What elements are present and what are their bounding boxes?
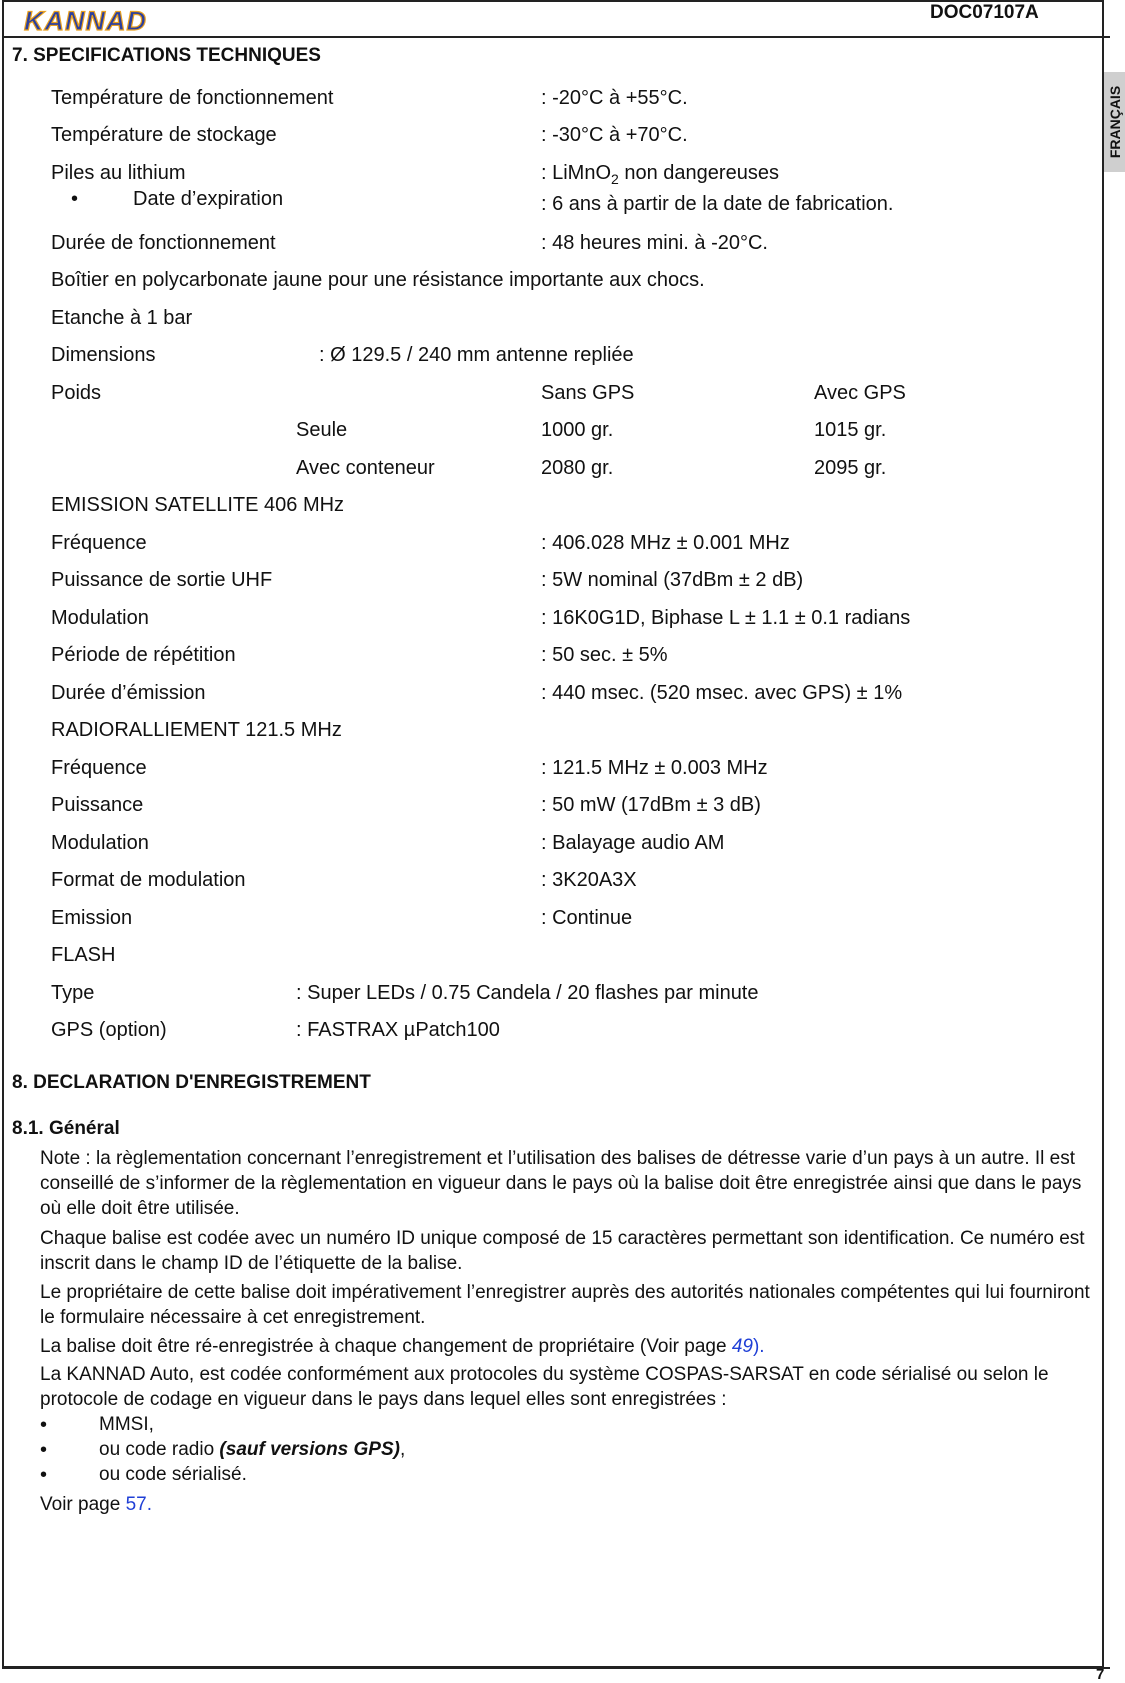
weight-row-name: Seule [296, 419, 348, 441]
language-tab[interactable] [1104, 72, 1125, 172]
spec-value: : 50 mW (17dBm ± 3 dB) [541, 794, 761, 816]
spec-label: Piles au lithium [51, 162, 186, 184]
spec-label: Emission [51, 907, 133, 929]
spec-value: : Continue [541, 907, 633, 929]
spec-value-battery [541, 162, 779, 187]
see-page-text: Voir page [40, 1494, 126, 1515]
spec-label: Température de stockage [51, 124, 277, 146]
spec-label: Durée d’émission [51, 682, 206, 704]
spec-label: Durée de fonctionnement [51, 232, 276, 254]
footer-rule [2, 1667, 1110, 1669]
battery-chem: : LiMnO [541, 162, 612, 184]
spec-label: Température de fonctionnement [51, 87, 334, 109]
spec-value: : 50 sec. ± 5% [541, 644, 668, 666]
bullet: • [40, 1464, 48, 1486]
weight-label: Poids [51, 382, 102, 404]
page-49-link[interactable]: 49 [731, 1336, 753, 1357]
spec-label: Dimensions [51, 344, 156, 366]
weight-row-name: Avec conteneur [296, 457, 435, 479]
paragraph-reregister [40, 1334, 1100, 1359]
spec-label: Fréquence [51, 757, 147, 779]
spec-value: : 3K20A3X [541, 869, 637, 891]
section-8-1-title: 8.1. Général [12, 1118, 120, 1139]
bullet: • [71, 188, 79, 210]
language-tab-label: FRANÇAIS [1106, 85, 1123, 159]
see-page-line [40, 1494, 152, 1516]
bullet: • [40, 1439, 48, 1461]
reregister-end: ). [752, 1336, 765, 1357]
spec-label: GPS (option) [51, 1019, 167, 1041]
page-number: 7 [1096, 1666, 1105, 1683]
see-page-end: . [146, 1494, 152, 1515]
spec-value: : 5W nominal (37dBm ± 2 dB) [541, 569, 804, 591]
weight-cell: 2080 gr. [541, 457, 614, 479]
spec-label: Format de modulation [51, 869, 246, 891]
spec-label: Fréquence [51, 532, 147, 554]
reregister-text: La balise doit être ré-enregistrée à chaque changement de propriétaire (Voir page [40, 1336, 732, 1357]
spec-value: : 16K0G1D, Biphase L ± 1.1 ± 0.1 radians [541, 607, 911, 629]
list-item-text: ou code radio [99, 1439, 220, 1460]
spec-value: : Balayage audio AM [541, 832, 725, 854]
list-item [99, 1439, 405, 1461]
subsection-heading: FLASH [51, 944, 116, 966]
header-rule [2, 36, 1110, 38]
spec-label: Modulation [51, 607, 149, 629]
document-reference: DOC07107A [930, 2, 1039, 23]
page-57-link[interactable]: 57 [125, 1494, 147, 1515]
battery-chem-sub: 2 [611, 171, 619, 187]
spec-value: : Super LEDs / 0.75 Candela / 20 flashes par minute [296, 982, 759, 1004]
weight-col-without-gps: Sans GPS [541, 382, 635, 404]
subsection-heading: RADIORALLIEMENT 121.5 MHz [51, 719, 342, 741]
spec-value: : -20°C à +55°C. [541, 87, 688, 109]
battery-chem-suffix: non dangereuses [618, 162, 779, 184]
spec-label: Type [51, 982, 95, 1004]
spec-value: : FASTRAX µPatch100 [296, 1019, 500, 1041]
spec-value: : Ø 129.5 / 240 mm antenne repliée [319, 344, 634, 366]
paragraph-id: Chaque balise est codée avec un numéro ID unique composé de 15 caractères permettant son identification. Ce numéro est inscrit dans le champ ID de l’étiquette de la balise. [40, 1228, 1085, 1274]
spec-value: : 406.028 MHz ± 0.001 MHz [541, 532, 790, 554]
paragraph-note: Note : la règlementation concernant l’enregistrement et l’utilisation des balises de détresse varie d’un pays à un autre. Il est conseillé de s’informer de la règlementation en vigueur dans le pays où la balise doit être enregistrée ainsi que dans le pays où elle doit être utilisée. [40, 1148, 1082, 1219]
spec-line: Boîtier en polycarbonate jaune pour une résistance importante aux chocs. [51, 269, 705, 291]
paragraph-protocol: La KANNAD Auto, est codée conformément aux protocoles du système COSPAS-SARSAT en code sérialisé ou selon le protocole de codage en vigueur dans le pays dans lequel elles sont enregistrées : [40, 1364, 1049, 1410]
spec-label: Période de répétition [51, 644, 236, 666]
subsection-heading: EMISSION SATELLITE 406 MHz [51, 494, 345, 516]
weight-cell: 1000 gr. [541, 419, 614, 441]
spec-label: Modulation [51, 832, 149, 854]
spec-label: Date d’expiration [133, 188, 284, 210]
logo-text: KANNAD [24, 6, 147, 34]
list-item-emphasis: (sauf versions GPS) [219, 1439, 400, 1460]
spec-value: : 121.5 MHz ± 0.003 MHz [541, 757, 768, 779]
section-8-title: 8. DECLARATION D'ENREGISTREMENT [12, 1072, 371, 1093]
spec-label: Puissance [51, 794, 144, 816]
spec-value: : 48 heures mini. à -20°C. [541, 232, 768, 254]
spec-line: Etanche à 1 bar [51, 307, 193, 329]
weight-cell: 1015 gr. [814, 419, 887, 441]
weight-cell: 2095 gr. [814, 457, 887, 479]
list-item: MMSI, [99, 1414, 154, 1435]
list-item: ou code sérialisé. [99, 1464, 247, 1485]
paragraph-owner: Le propriétaire de cette balise doit impérativement l’enregistrer auprès des autorités nationales compétentes qui lui fourniront le formulaire nécessaire à cet enregistrement. [40, 1282, 1090, 1328]
spec-value: : -30°C à +70°C. [541, 124, 688, 146]
section-7-title: 7. SPECIFICATIONS TECHNIQUES [12, 45, 321, 66]
kannad-logo [22, 6, 158, 34]
spec-label: Puissance de sortie UHF [51, 569, 273, 591]
spec-value: : 440 msec. (520 msec. avec GPS) ± 1% [541, 682, 903, 704]
list-item-end: , [399, 1439, 406, 1460]
bullet: • [40, 1414, 48, 1436]
weight-col-with-gps: Avec GPS [814, 382, 906, 404]
spec-value: : 6 ans à partir de la date de fabrication. [541, 193, 894, 215]
